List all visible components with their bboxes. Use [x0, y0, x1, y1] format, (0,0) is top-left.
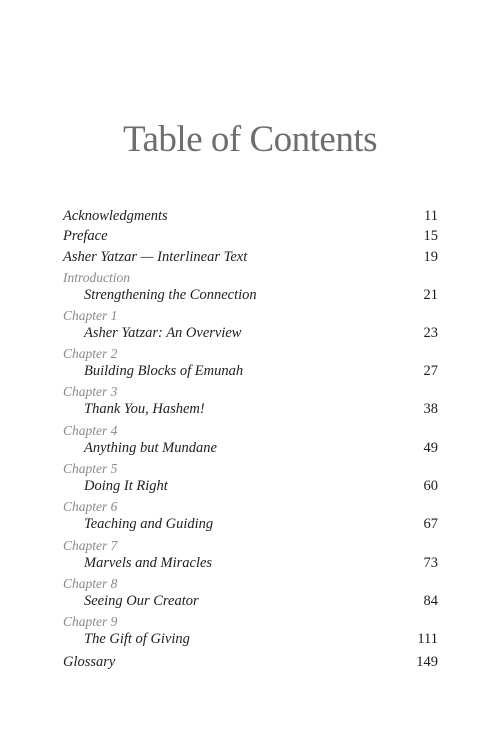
- section-label-chapter-6: Chapter 6: [63, 499, 118, 514]
- section-label-chapter-5: Chapter 5: [63, 461, 118, 476]
- entry-title: Doing It Right: [84, 478, 168, 494]
- entry-page: 67: [423, 516, 438, 532]
- toc-entry-interlinear-text[interactable]: [63, 249, 438, 269]
- toc-entry-introduction[interactable]: [63, 287, 438, 307]
- entry-page: 23: [423, 325, 438, 341]
- entry-page: 15: [423, 228, 438, 244]
- toc-entry-chapter-7[interactable]: [63, 555, 438, 575]
- entry-page: 27: [423, 363, 438, 379]
- toc-entry-chapter-3[interactable]: [63, 401, 438, 421]
- toc-entry-acknowledgments[interactable]: [63, 208, 438, 228]
- entry-page: 11: [424, 208, 438, 224]
- entry-title: Asher Yatzar — Interlinear Text: [63, 249, 248, 265]
- section-label-chapter-7: Chapter 7: [63, 538, 118, 553]
- toc-entry-chapter-4[interactable]: [63, 440, 438, 460]
- entry-title: Marvels and Miracles: [84, 555, 213, 571]
- entry-page: 21: [423, 287, 438, 303]
- toc-entry-chapter-2[interactable]: [63, 363, 438, 383]
- entry-title: Seeing Our Creator: [84, 593, 199, 609]
- toc-list: [63, 0, 438, 750]
- section-label-chapter-9: Chapter 9: [63, 614, 118, 629]
- entry-page: 49: [423, 440, 438, 456]
- toc-entry-chapter-1[interactable]: [63, 325, 438, 345]
- section-label-introduction: Introduction: [63, 270, 130, 285]
- entry-title: Asher Yatzar: An Overview: [84, 325, 242, 341]
- entry-page: 84: [423, 593, 438, 609]
- toc-entry-glossary[interactable]: [63, 654, 438, 674]
- toc-entry-preface[interactable]: [63, 228, 438, 248]
- section-label-chapter-3: Chapter 3: [63, 384, 118, 399]
- toc-entry-chapter-8[interactable]: [63, 593, 438, 613]
- entry-title: Building Blocks of Emunah: [84, 363, 244, 379]
- entry-page: 38: [423, 401, 438, 417]
- entry-title: Teaching and Guiding: [84, 516, 214, 532]
- entry-title: The Gift of Giving: [84, 631, 190, 647]
- entry-page: 19: [423, 249, 438, 265]
- entry-title: Thank You, Hashem!: [84, 401, 205, 417]
- entry-title: Anything but Mundane: [84, 440, 217, 456]
- entry-title: Preface: [63, 228, 108, 244]
- entry-page: 60: [423, 478, 438, 494]
- section-label-chapter-4: Chapter 4: [63, 423, 118, 438]
- page-title: Table of Contents: [122, 119, 378, 160]
- toc-entry-chapter-5[interactable]: [63, 478, 438, 498]
- section-label-chapter-2: Chapter 2: [63, 346, 118, 361]
- section-label-chapter-1: Chapter 1: [63, 308, 118, 323]
- entry-title: Glossary: [63, 654, 116, 670]
- entry-page: 73: [423, 555, 438, 571]
- entry-page: 149: [416, 654, 438, 670]
- entry-title: Strengthening the Connection: [84, 287, 257, 303]
- toc-entry-chapter-6[interactable]: [63, 516, 438, 536]
- entry-page: 111: [417, 631, 438, 647]
- section-label-chapter-8: Chapter 8: [63, 576, 118, 591]
- entry-title: Acknowledgments: [63, 208, 168, 224]
- toc-entry-chapter-9[interactable]: [63, 631, 438, 651]
